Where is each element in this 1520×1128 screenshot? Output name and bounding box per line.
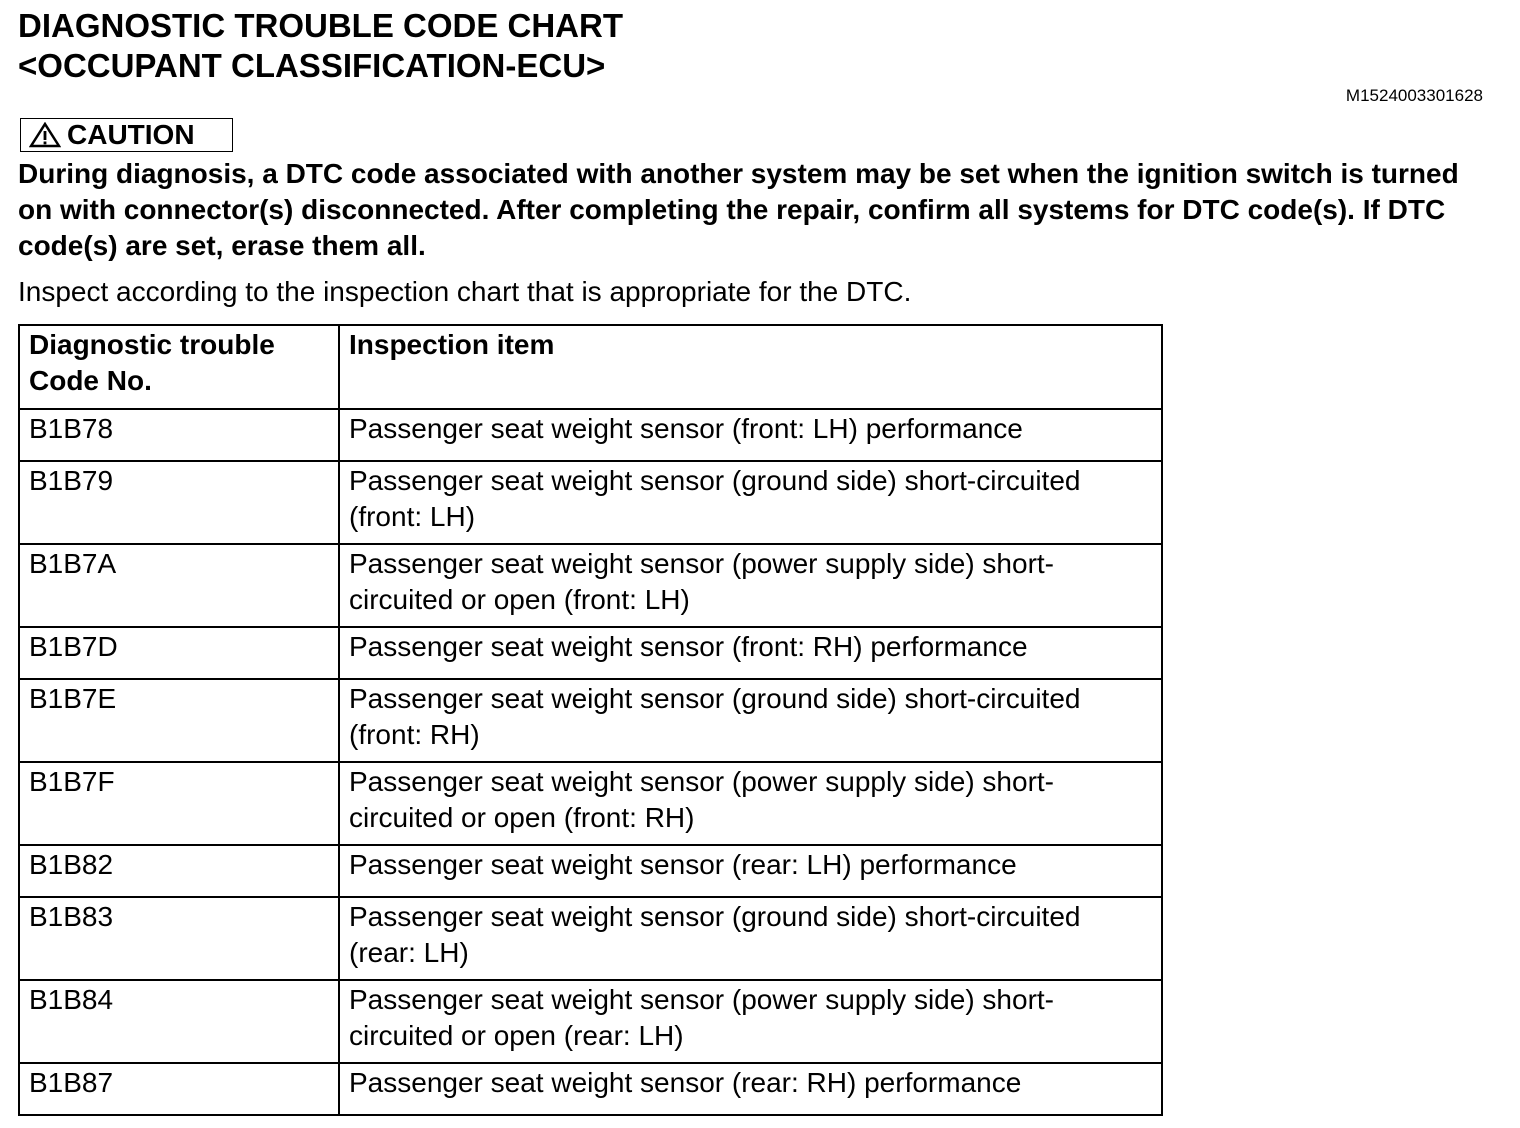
inspection-item: Passenger seat weight sensor (front: RH) performance xyxy=(339,627,1162,679)
table-row xyxy=(19,544,1162,627)
table-row xyxy=(19,679,1162,762)
dtc-code: B1B84 xyxy=(19,980,339,1063)
header-inspection-item: Inspection item xyxy=(339,325,1162,409)
inspection-item: Passenger seat weight sensor (power supply side) short-circuited or open (front: LH) xyxy=(339,544,1162,627)
header-code: Diagnostic trouble Code No. xyxy=(19,325,339,409)
dtc-code: B1B82 xyxy=(19,845,339,897)
warning-triangle-icon xyxy=(29,122,61,148)
inspection-item: Passenger seat weight sensor (front: LH) performance xyxy=(339,409,1162,461)
inspection-item: Passenger seat weight sensor (rear: LH) performance xyxy=(339,845,1162,897)
dtc-code: B1B79 xyxy=(19,461,339,544)
dtc-code: B1B7A xyxy=(19,544,339,627)
page-title-line-2: <OCCUPANT CLASSIFICATION-ECU> xyxy=(18,47,606,84)
dtc-code: B1B78 xyxy=(19,409,339,461)
page-title xyxy=(18,6,623,86)
inspection-item: Passenger seat weight sensor (power supply side) short-circuited or open (front: RH) xyxy=(339,762,1162,845)
caution-badge xyxy=(20,118,233,152)
dtc-table xyxy=(18,324,1163,1116)
inspection-item: Passenger seat weight sensor (power supply side) short-circuited or open (rear: LH) xyxy=(339,980,1162,1063)
table-row xyxy=(19,1063,1162,1115)
table-row xyxy=(19,762,1162,845)
table-row xyxy=(19,845,1162,897)
dtc-code: B1B7D xyxy=(19,627,339,679)
table-row xyxy=(19,627,1162,679)
dtc-code: B1B7E xyxy=(19,679,339,762)
table-row xyxy=(19,980,1162,1063)
inspection-item: Passenger seat weight sensor (ground side) short-circuited (front: RH) xyxy=(339,679,1162,762)
inspection-item: Passenger seat weight sensor (ground side) short-circuited (rear: LH) xyxy=(339,897,1162,980)
dtc-code: B1B87 xyxy=(19,1063,339,1115)
table-row xyxy=(19,897,1162,980)
table-row xyxy=(19,461,1162,544)
inspection-item: Passenger seat weight sensor (rear: RH) performance xyxy=(339,1063,1162,1115)
dtc-code: B1B83 xyxy=(19,897,339,980)
dtc-code: B1B7F xyxy=(19,762,339,845)
table-row xyxy=(19,409,1162,461)
inspection-item: Passenger seat weight sensor (ground side) short-circuited (front: LH) xyxy=(339,461,1162,544)
page-title-line-1: DIAGNOSTIC TROUBLE CODE CHART xyxy=(18,7,623,44)
document-id: M1524003301628 xyxy=(1345,86,1483,105)
table-header-row xyxy=(19,325,1162,409)
caution-label: CAUTION xyxy=(67,119,195,150)
intro-text: Inspect according to the inspection chart that is appropriate for the DTC. xyxy=(18,276,912,307)
caution-text: During diagnosis, a DTC code associated with another system may be set when the ignition switch is turned on with connector(s) disconnected. After completing the repair, confirm all systems for DTC code(s). If DTC code(s) are set, erase them all. xyxy=(18,158,1459,261)
